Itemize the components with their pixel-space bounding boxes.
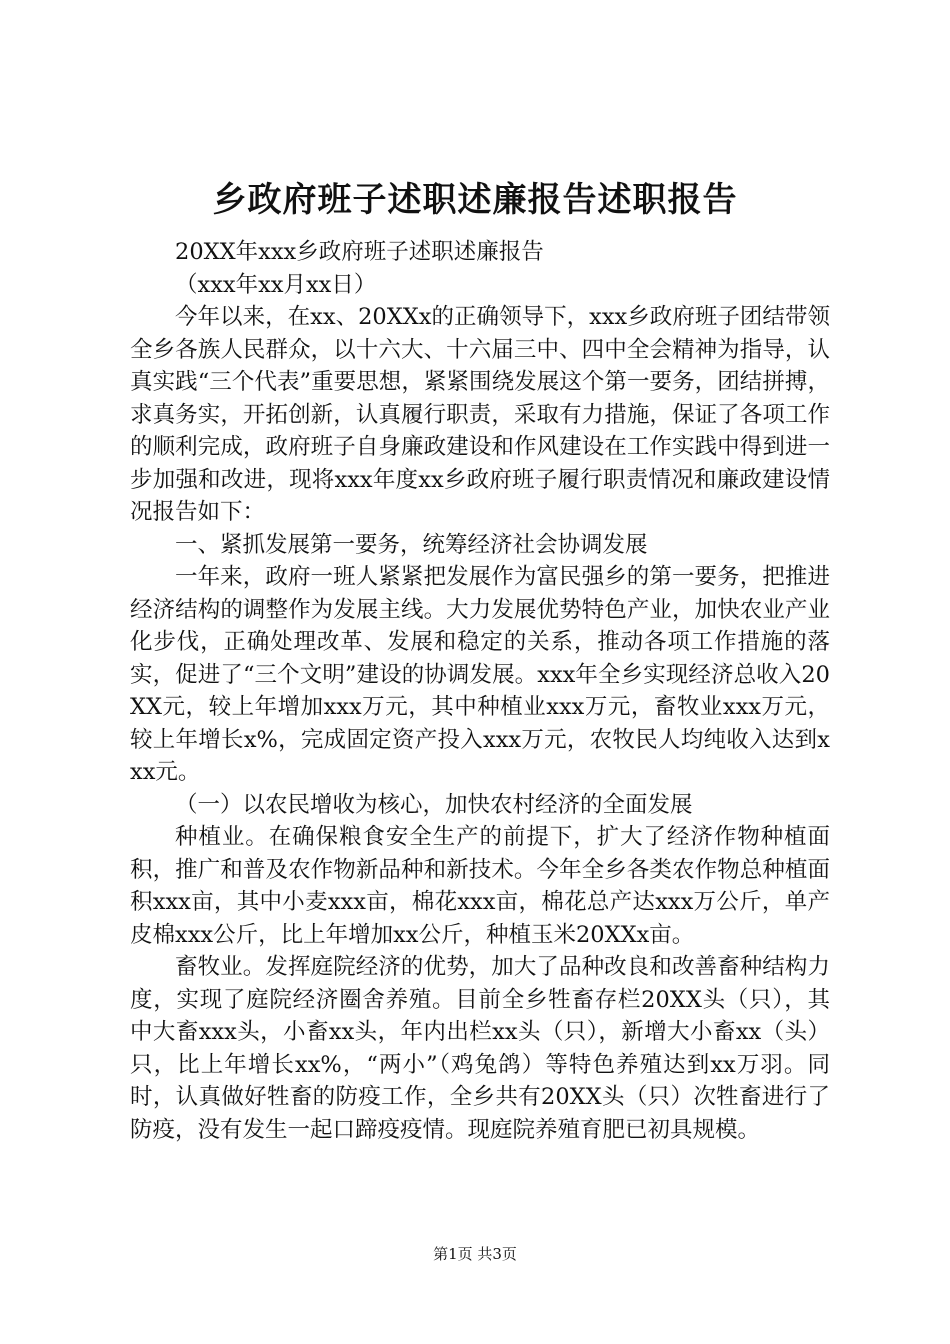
section-heading-1: 一、紧抓发展第一要务，统筹经济社会协调发展 [175,531,648,558]
document-title: 乡政府班子述职述廉报告述职报告 [212,180,738,220]
document-body [130,236,830,1146]
livestock-paragraph: 畜牧业。发挥庭院经济的优势，加大了品种改良和改善畜种结构力度，实现了庭院经济圈舍养殖。目前全乡牲畜存栏20XX头（只），其中大畜xxx头，小畜xx头，年内出栏xx头（只），新增大小畜xx（头）只，比上年增长xx%，“两小”（鸡兔鸽）等特色养殖达到xx万羽。同时，认真做好牲畜的防疫工作，全乡共有20XX头（只）次牲畜进行了防疫，没有发生一起口蹄疫疫情。现庭院养殖育肥已初具规模。 [130,954,830,1143]
report-subtitle: 20XX年xxx乡政府班子述职述廉报告 [175,239,544,265]
planting-paragraph: 种植业。在确保粮食安全生产的前提下，扩大了经济作物种植面积，推广和普及农作物新品种和新技术。今年全乡各类农作物总种植面积xxx亩，其中小麦xxx亩，棉花xxx亩，棉花总产达xxx万公斤，单产皮棉xxx公斤，比上年增加xx公斤，种植玉米20XXx亩。 [130,824,830,948]
section-1-paragraph: 一年来，政府一班人紧紧把发展作为富民强乡的第一要务，把推进经济结构的调整作为发展主线。大力发展优势特色产业，加快农业产业化步伐，正确处理改革、发展和稳定的关系，推动各项工作措施的落实，促进了“三个文明”建设的协调发展。xxx年全乡实现经济总收入20XX元，较上年增加xxx万元，其中种植业xxx万元，畜牧业xxx万元，较上年增长x%，完成固定资产投入xxx万元，农牧民人均纯收入达到xxx元。 [130,564,830,785]
page-footer: 第1页 共3页 [433,1245,517,1263]
report-date: （xxx年xx月xx日） [175,271,377,298]
subsection-heading-1: （一）以农民增收为核心，加快农村经济的全面发展 [175,791,693,818]
intro-paragraph: 今年以来，在xx、20XXx的正确领导下，xxx乡政府班子团结带领全乡各族人民群众，以十六大、十六届三中、四中全会精神为指导，认真实践“三个代表”重要思想，紧紧围绕发展这个第一要务，团结拼搏，求真务实，开拓创新，认真履行职责，采取有力措施，保证了各项工作的顺利完成，政府班子自身廉政建设和作风建设在工作实践中得到进一步加强和改进，现将xxx年度xx乡政府班子履行职责情况和廉政建设情况报告如下： [130,304,830,525]
